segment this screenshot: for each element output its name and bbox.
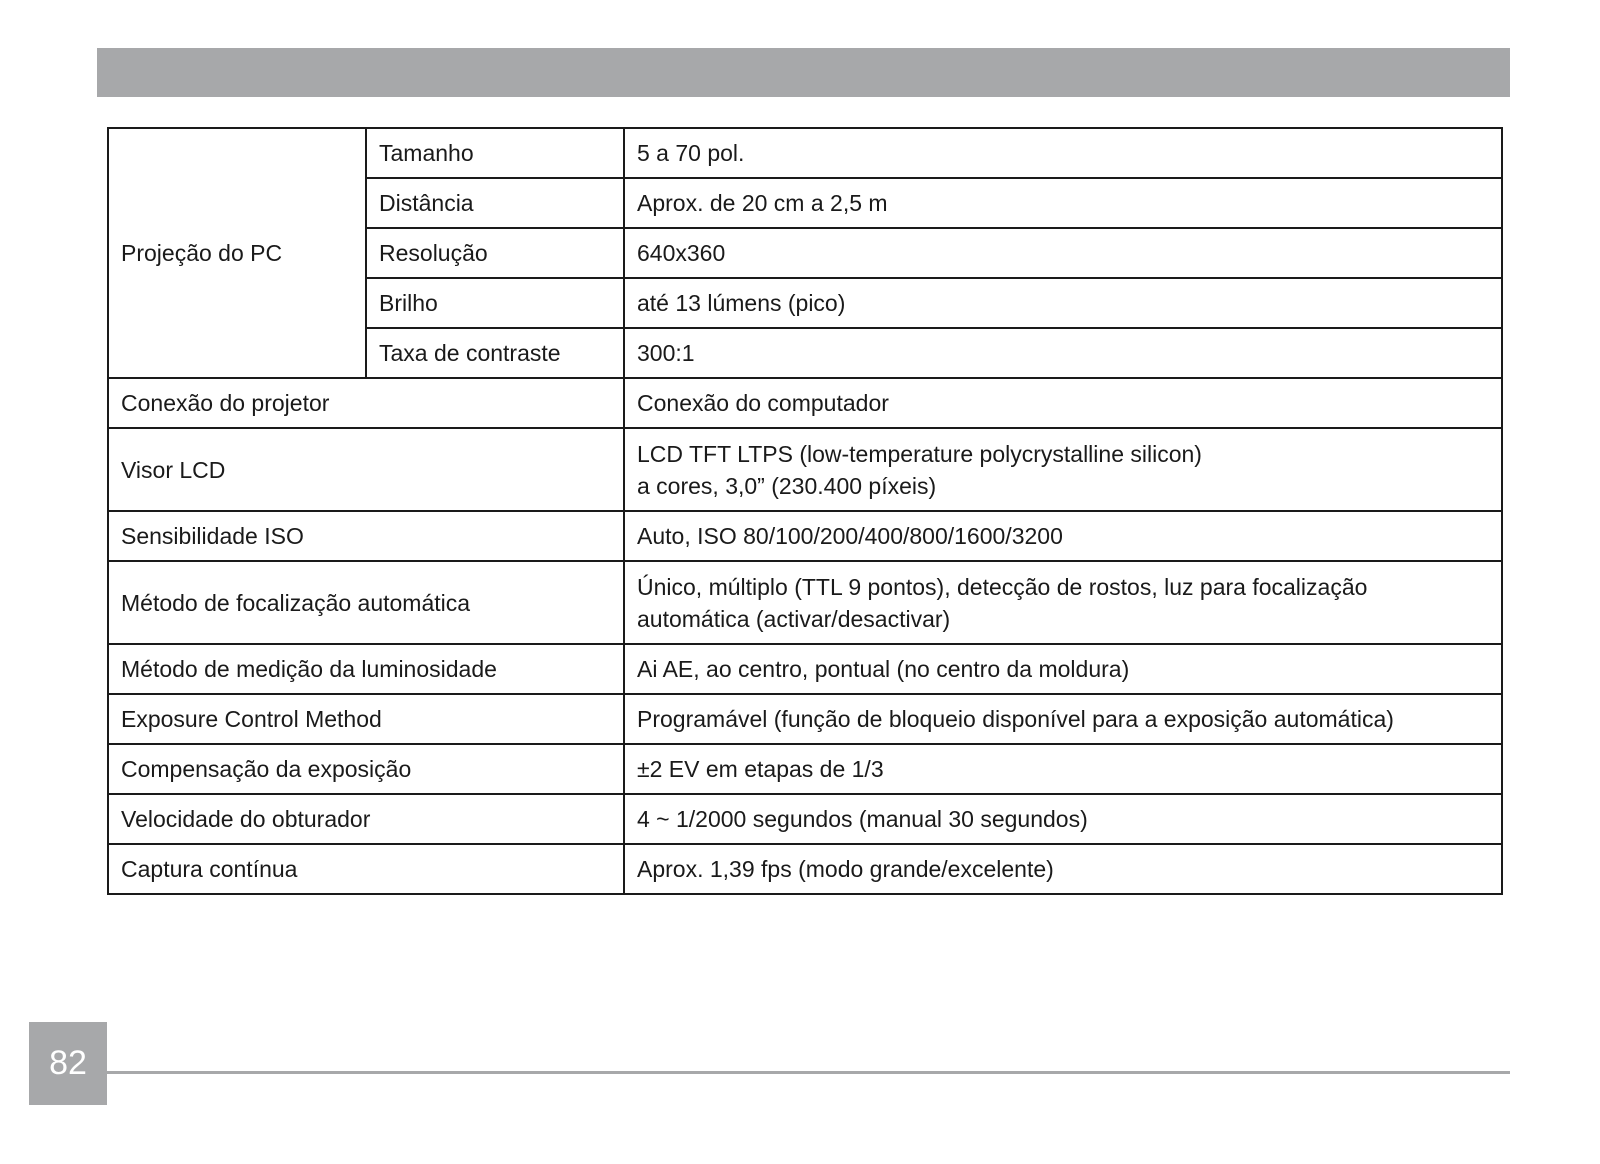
table-row <box>108 428 1502 511</box>
spec-label: Compensação da exposição <box>108 744 624 794</box>
spec-label: Visor LCD <box>108 428 624 511</box>
spec-table <box>107 127 1503 895</box>
table-row <box>108 128 1502 178</box>
table-row <box>108 644 1502 694</box>
page-number: 82 <box>49 1044 87 1082</box>
spec-value <box>624 744 1502 794</box>
projection-sub-value: 300:1 <box>624 328 1502 378</box>
spec-value-line: Conexão do computador <box>637 390 889 416</box>
spec-label: Conexão do projetor <box>108 378 624 428</box>
spec-label: Captura contínua <box>108 844 624 894</box>
table-row <box>108 744 1502 794</box>
spec-value-line: automática (activar/desactivar) <box>637 605 951 632</box>
spec-value-line: Programável (função de bloqueio disponível para a exposição automática) <box>637 706 1394 732</box>
spec-value <box>624 511 1502 561</box>
spec-value-line: Único, múltiplo (TTL 9 pontos), detecção de rostos, luz para focalização <box>637 573 1368 600</box>
spec-value-line: Aprox. 1,39 fps (modo grande/excelente) <box>637 856 1054 882</box>
spec-value <box>624 694 1502 744</box>
projection-sub-label: Distância <box>366 178 624 228</box>
table-row <box>108 561 1502 644</box>
spec-value-line: a cores, 3,0” (230.400 píxeis) <box>637 472 937 499</box>
table-row <box>108 378 1502 428</box>
table-row <box>108 511 1502 561</box>
spec-label: Método de medição da luminosidade <box>108 644 624 694</box>
spec-value-line: LCD TFT LTPS (low-temperature polycrystalline silicon) <box>637 440 1202 467</box>
header-bar <box>97 48 1510 97</box>
spec-value <box>624 561 1502 644</box>
projection-label: Projeção do PC <box>108 128 366 378</box>
spec-label: Sensibilidade ISO <box>108 511 624 561</box>
projection-sub-value: até 13 lúmens (pico) <box>624 278 1502 328</box>
projection-sub-label: Brilho <box>366 278 624 328</box>
projection-sub-value: Aprox. de 20 cm a 2,5 m <box>624 178 1502 228</box>
spec-value <box>624 844 1502 894</box>
spec-value-line: ±2 EV em etapas de 1/3 <box>637 756 884 782</box>
projection-sub-label: Resolução <box>366 228 624 278</box>
spec-value-line: Auto, ISO 80/100/200/400/800/1600/3200 <box>637 523 1063 549</box>
table-row <box>108 844 1502 894</box>
projection-sub-label: Tamanho <box>366 128 624 178</box>
projection-sub-value: 5 a 70 pol. <box>624 128 1502 178</box>
spec-value <box>624 644 1502 694</box>
projection-sub-value: 640x360 <box>624 228 1502 278</box>
page-number-badge <box>29 1022 107 1105</box>
spec-label: Exposure Control Method <box>108 694 624 744</box>
footer-divider <box>107 1071 1510 1074</box>
spec-value-line: 4 ~ 1/2000 segundos (manual 30 segundos) <box>637 806 1088 832</box>
projection-sub-label: Taxa de contraste <box>366 328 624 378</box>
spec-label: Velocidade do obturador <box>108 794 624 844</box>
spec-label: Método de focalização automática <box>108 561 624 644</box>
table-row <box>108 694 1502 744</box>
table-row <box>108 794 1502 844</box>
spec-value-line: Ai AE, ao centro, pontual (no centro da moldura) <box>637 656 1130 682</box>
spec-value <box>624 794 1502 844</box>
spec-value <box>624 428 1502 511</box>
spec-value <box>624 378 1502 428</box>
